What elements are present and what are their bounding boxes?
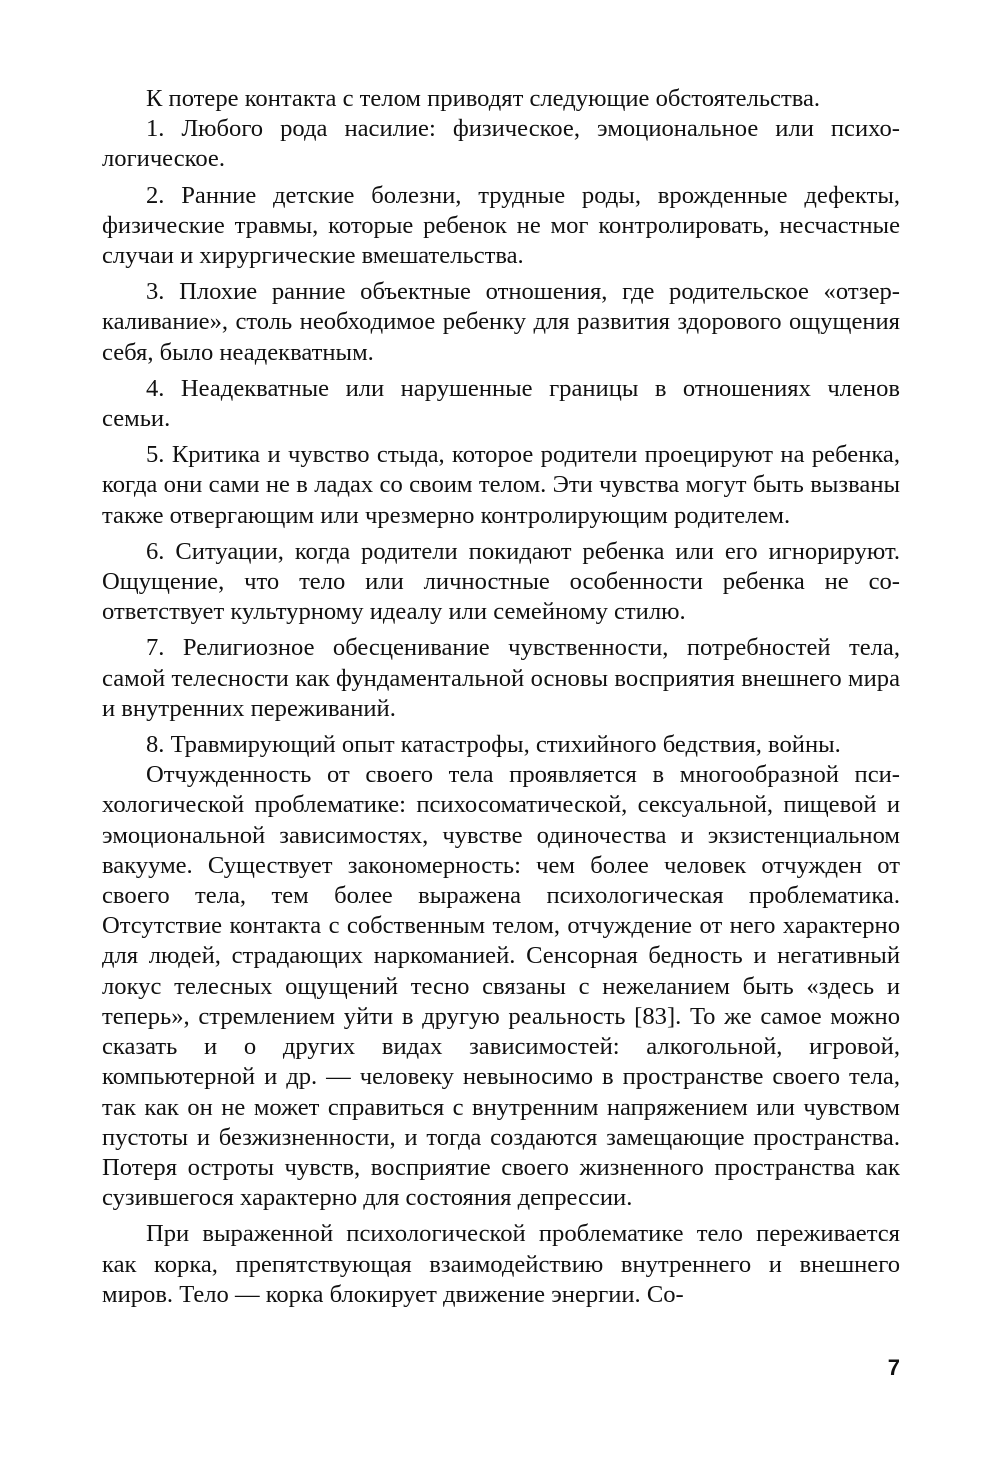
paragraph-intro: К потере контакта с телом приводят следующие обстоятельства.: [146, 85, 821, 112]
page-body: [102, 84, 900, 1310]
paragraph-item-5: 5. Критика и чувство стыда, которое родители проецируют на ребенка, когда они сами не в ладах со своим телом. Эти чувства могут быть вызваны также отвергающим или чрезмерно контролирующим родителем.: [102, 441, 900, 529]
paragraph-item-3: 3. Плохие ранние объектные отношения, где родительское «отзеркаливание», столь необходимое ребенку для развития здорового ощущения себя, было неадекватным.: [102, 278, 900, 366]
paragraph-item-1: 1. Любого рода насилие: физическое, эмоциональное или психологическое.: [102, 115, 900, 173]
paragraph-body-crust: При выраженной психологической проблематике тело переживается как корка, препятствующая взаимодействию внутреннего и внешнего миров. Тело — корка блокирует движение энергии. Со-: [102, 1220, 900, 1308]
paragraph-item-4: 4. Неадекватные или нарушенные границы в отношениях членов семьи.: [102, 374, 900, 433]
paragraph-item-2: 2. Ранние детские болезни, трудные роды, врожденные дефекты, физические травмы, которые ребенок не мог контролировать, несчастные случаи и хирургические вмешательства.: [102, 181, 900, 270]
paragraph-alienation: Отчужденность от своего тела проявляется в многообразной психологической проблематике: психосоматической, сексуальной, пищевой и эмоциональной зависимостях, чувстве одиночества и экзистенциальном вакууме. Существует закономерность: чем более человек отчужден от своего тела, тем более выражена психологическая проблематика. Отсутствие контакта с собственным телом, отчуждение от него характерно для людей, страдающих наркоманией. Сенсорная бедность и негативный локус телесных ощущений тесно связаны с нежеланием быть «здесь и теперь», стремлением уйти в другую реальность [83]. То же самое можно сказать и о других видах зависимостей: алкогольной, игровой, компьютерной и др. — человеку невыносимо в пространстве своего тела, так как он не может справиться с внутренним напряжением или чувством пустоты и безжизненности, и тогда создаются замещающие пространства. Потеря остроты чувств, восприятие своего жизненного пространства как сузившегося характерно для состояния депрессии.: [102, 761, 900, 1212]
paragraph-item-8: 8. Травмирующий опыт катастрофы, стихийного бедствия, войны.: [146, 731, 841, 759]
paragraph-item-6: 6. Ситуации, когда родители покидают ребенка или его игнорируют. Ощущение, что тело или личностные особенности ребенка не соответствует культурному идеалу или семейному стилю.: [102, 537, 900, 626]
paragraph-item-7: 7. Религиозное обесценивание чувственности, потребностей тела, самой телесности как фундаментальной основы восприятия внешнего мира и внутренних переживаний.: [102, 634, 900, 722]
page-number: 7: [887, 1355, 900, 1380]
